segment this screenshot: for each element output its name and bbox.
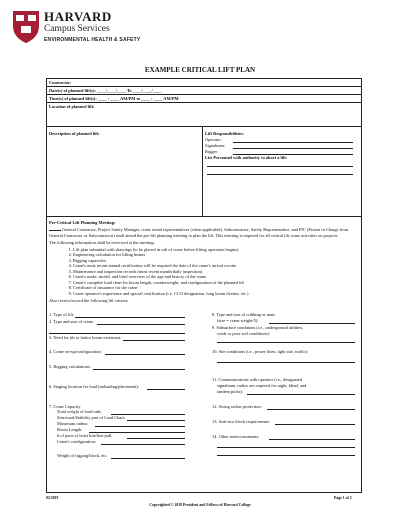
criteria-7-structural: Structural/Stability part of Load Chart: (57, 415, 126, 420)
description-row (47, 127, 361, 217)
abort-field-2[interactable] (207, 174, 353, 175)
criteria-4: 4. Crane set-up/configuration: (49, 349, 102, 354)
criteria-14-field-2[interactable] (217, 447, 355, 448)
meeting-blank[interactable] (49, 227, 61, 231)
operator-field[interactable] (233, 142, 353, 143)
footer-page: Page 1 of 2 (334, 496, 352, 500)
footer-date: 02/2019 (46, 496, 59, 500)
location-row (47, 103, 361, 127)
criteria-7-total-weight: Total weight of load only (57, 409, 102, 414)
signalman-field[interactable] (233, 148, 353, 149)
meeting-intro-text: General Contractor, Project Safety Manager, crane rental representatives (when applicable), Subcontractor, Safety Representative, and PIC (Person in Charge from General Contractor or Subcontractor) shall attend the pre-lift planning meeting to plan the lift. This meeting is required for all critical lift crane activities on projects. (49, 227, 349, 238)
radius-field[interactable] (95, 426, 185, 427)
rigger-label: Rigger: (205, 149, 219, 154)
responsibilities-label: Lift Responsibilities: (205, 131, 244, 136)
criteria-7-radius: Maximum radius: (57, 421, 89, 426)
review-list (49, 247, 357, 297)
criteria-10-field[interactable] (217, 362, 355, 363)
criteria-13-field[interactable] (275, 424, 355, 425)
criteria-2-field[interactable] (97, 324, 185, 325)
review-item: 5. Maintenance and inspection records (most recent month/daily inspection) (73, 269, 357, 275)
review-item: 1. Lift plan submittal with drawings (to be placed in cab of crane before lifting operation begins) (73, 247, 357, 253)
times-label: Time(s) of planned lift(s): ____ : ____ AM/PM to ____ : ____ AM/PM (49, 96, 179, 101)
criteria-2-field-2[interactable] (49, 333, 185, 334)
hoist-field[interactable] (127, 438, 185, 439)
structural-field[interactable] (127, 420, 185, 421)
review-item: 4. Crane's most recent annual certification will be required the date of the crane's arrival on-site (73, 263, 357, 269)
criteria-13: 13. Anti-two block requirements: (212, 419, 271, 424)
criteria-9-cont: voids or poor soil conditions): (217, 331, 270, 336)
meeting-heading: Pre-Critical Lift Planning Meeting: (49, 220, 116, 225)
lift-plan-form (46, 78, 362, 493)
review-intro: The following information shall be reviewed at the meeting: (49, 239, 155, 245)
criteria-9-field[interactable] (217, 342, 355, 343)
criteria-11-cont-2: tandem picks): (217, 389, 243, 394)
operator-label: Operator: (205, 137, 222, 142)
criteria-3-field[interactable] (123, 340, 185, 341)
description-label: Description of planned lift: (49, 131, 100, 136)
criteria-1: 1. Type of lift: (49, 312, 75, 317)
criteria-14-field[interactable] (269, 439, 355, 440)
also-review: Also review/record the following lift criteria: (49, 298, 129, 304)
criteria-10: 10. Site conditions (i.e., power lines, tight site, traffic): (212, 349, 309, 354)
review-item: 9. Crane operator's experience and special certification (i.e. CCO designation, long boom license, etc.) (73, 291, 357, 297)
dates-label: Date(s) of planned lift(s): ____/____/____ To ____/____/____ (49, 88, 162, 93)
criteria-6: 6. Staging location for load (unloading/placement): (49, 384, 139, 389)
criteria-8-field[interactable] (269, 323, 355, 324)
criteria-9: 9. Subsurface conditions (i.e., underground utilities, (212, 325, 304, 330)
criteria-11-field[interactable] (247, 394, 355, 395)
criteria-11-cont: signalman, radios are required for night, blind, and (217, 383, 307, 388)
criteria-8: 8. Type and size of cribbing or mats (212, 312, 276, 317)
document-title: EXAMPLE CRITICAL LIFT PLAN (144, 66, 256, 74)
review-item: 2. Engineering calculation for lifting beams (73, 252, 357, 258)
meeting-intro (49, 227, 357, 238)
config-field[interactable] (101, 444, 185, 445)
criteria-7-boom: Boom Length: (57, 427, 83, 432)
criteria-7: 7. Crane Capacity (49, 404, 81, 409)
criteria-14-field-3[interactable] (217, 455, 355, 456)
column-divider (202, 127, 203, 217)
brand-department: ENVIRONMENTAL HEALTH & SAFETY (44, 37, 141, 43)
criteria-7-rigging-weight: Weight of rigging/block, etc. (57, 453, 108, 458)
criteria-7-config: Crane's configuration: (57, 439, 96, 444)
criteria-6-field[interactable] (147, 389, 185, 390)
rigging-weight-field[interactable] (111, 458, 185, 459)
contractor-label: Contractor: (49, 80, 72, 85)
harvard-shield-logo (12, 10, 40, 44)
criteria-5-field[interactable] (93, 369, 185, 370)
times-row (47, 95, 361, 103)
criteria-14: 14. Other notes/comments: (212, 434, 260, 439)
review-item: 3. Rigging capacities. (73, 258, 357, 264)
abort-label: List Personnel with authority to abort a lift: (205, 155, 288, 160)
review-item: 8. Certificate of insurance for the crane (73, 285, 357, 291)
criteria-1-field[interactable] (75, 317, 185, 318)
review-item: 7. Crane's complete load chart for boom length, counterweight, and configuration of the planned lift (73, 280, 357, 286)
criteria-3: 3. Need for jib or lattice boom extension: (49, 335, 122, 340)
criteria-12-field[interactable] (267, 409, 355, 410)
criteria-7-hoist: # of parts of hoist line/line pull: (57, 433, 113, 438)
brand-name: HARVARD (44, 9, 112, 24)
location-label: Location of planned lift: (49, 104, 95, 109)
brand-subtitle: Campus Services (44, 24, 110, 34)
criteria-12: 12. Swing radius protection: (212, 404, 262, 409)
meeting-section (49, 220, 357, 305)
criteria-2: 2. Type and size of crane: (49, 319, 94, 324)
criteria-5: 5. Rigging calculations: (49, 364, 91, 369)
review-item: 6. Crane's make, model, and brief overview of the age and history of the crane. (73, 274, 357, 280)
criteria-11: 11. Communications with operator (i.e., designated (212, 377, 302, 382)
dates-row (47, 87, 361, 95)
criteria-4-field[interactable] (105, 354, 185, 355)
signalman-label: Signalman: (205, 143, 226, 148)
criteria-8-note: (size = crane weight/5): (217, 318, 259, 323)
contractor-row (47, 79, 361, 87)
abort-field-1[interactable] (207, 166, 353, 167)
footer-copyright: Copyrighted © 2019 President and Fellows of Harvard College (149, 503, 251, 507)
